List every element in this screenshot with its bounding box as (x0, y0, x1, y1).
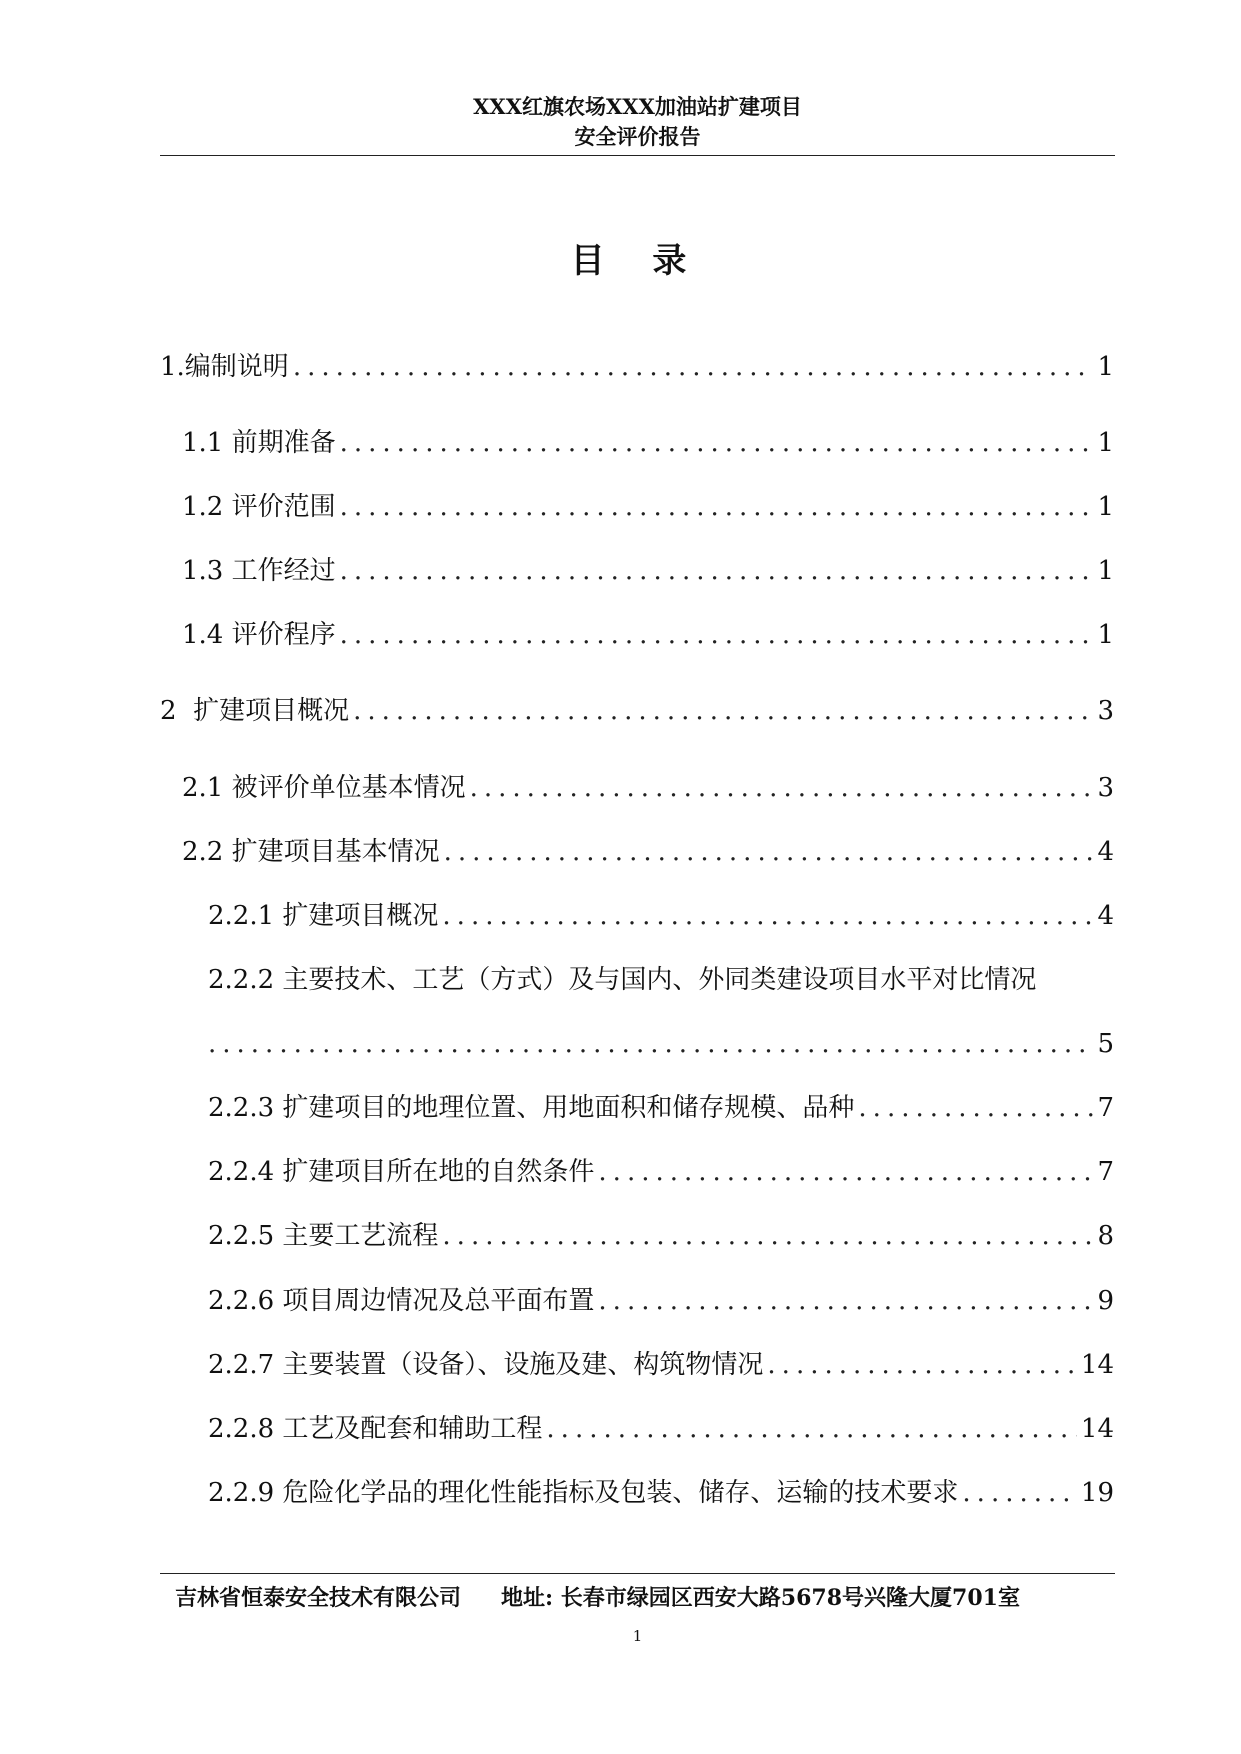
toc-entry[interactable] (208, 896, 1114, 936)
toc-entry-page: 5 (1097, 1029, 1114, 1059)
toc-entry-label: 2.2.1 扩建项目概况 (208, 901, 439, 931)
report-subtitle: 安全评价报告 (574, 124, 701, 149)
toc-entry[interactable] (208, 1345, 1114, 1385)
toc-entry[interactable] (182, 551, 1114, 591)
toc-entry-label: 2.2.7 主要装置（设备）、设施及建、构筑物情况 (208, 1350, 764, 1380)
toc-entry[interactable] (160, 347, 1114, 387)
toc-entry-label: 2.2 扩建项目基本情况 (182, 837, 440, 867)
toc-entry-page: 7 (1097, 1093, 1114, 1123)
toc-leader-dots (767, 1345, 1076, 1385)
toc-entry-page: 1 (1097, 428, 1114, 458)
toc-entry[interactable] (182, 832, 1114, 872)
toc-entry-page: 14 (1080, 1350, 1114, 1380)
footer-rule (160, 1573, 1115, 1574)
toc-entry[interactable] (208, 1473, 1114, 1513)
toc-entry-label: 2.2.3 扩建项目的地理位置、用地面积和储存规模、品种 (208, 1093, 855, 1123)
toc-entry-page: 3 (1097, 696, 1114, 726)
footer-company: 吉林省恒泰安全技术有限公司 (175, 1585, 462, 1611)
toc-entry-page: 14 (1080, 1414, 1114, 1444)
toc-entry-page: 4 (1097, 901, 1114, 931)
toc-entry-label: 1.编制说明 (160, 352, 289, 382)
toc-entry[interactable] (208, 1281, 1114, 1321)
toc-entry-label: 1.4 评价程序 (182, 620, 336, 650)
toc-entry-label: 2.1 被评价单位基本情况 (182, 773, 466, 803)
toc-entry-label: 2.2.6 项目周边情况及总平面布置 (208, 1286, 595, 1316)
toc-leader-dots (208, 1024, 1093, 1064)
toc-entry-page: 9 (1097, 1286, 1114, 1316)
toc-leader-dots (340, 551, 1094, 591)
toc-leader-dots (442, 896, 1093, 936)
toc-leader-dots (442, 1216, 1093, 1256)
toc-leader-dots (598, 1152, 1093, 1192)
toc-entry-label: 1.1 前期准备 (182, 428, 336, 458)
toc-leader-dots (962, 1473, 1076, 1513)
toc-leader-dots (340, 423, 1094, 463)
toc-entry-page: 4 (1097, 837, 1114, 867)
toc-leader-dots (340, 487, 1094, 527)
toc-entry-label: 2.2.4 扩建项目所在地的自然条件 (208, 1157, 595, 1187)
toc-entry[interactable] (160, 691, 1114, 731)
toc-entry-label: 1.3 工作经过 (182, 556, 336, 586)
toc-entry[interactable] (208, 1152, 1114, 1192)
toc-entry[interactable] (208, 1024, 1114, 1064)
toc-leader-dots (293, 347, 1094, 387)
toc-entry-label: 2.2.9 危险化学品的理化性能指标及包装、储存、运输的技术要求 (208, 1478, 959, 1508)
toc-entry-page: 8 (1097, 1221, 1114, 1251)
toc-entry-page: 1 (1097, 352, 1114, 382)
toc-entry-page: 7 (1097, 1157, 1114, 1187)
toc-leader-dots (353, 691, 1093, 731)
footer-address: 地址: 长春市绿园区西安大路5678号兴隆大厦701室 (501, 1585, 1020, 1611)
report-project-title: XXX红旗农场XXX加油站扩建项目 (473, 94, 802, 119)
toc-leader-dots (470, 768, 1094, 808)
page-number: 1 (632, 1627, 643, 1645)
toc-entry[interactable] (208, 1216, 1114, 1256)
page-footer (175, 1582, 1115, 1614)
toc-entry-label: 2.2.5 主要工艺流程 (208, 1221, 439, 1251)
toc-entry-label: 2 扩建项目概况 (160, 696, 350, 726)
toc-entry-label: 1.2 评价范围 (182, 492, 336, 522)
toc-entry-page: 19 (1080, 1478, 1114, 1508)
toc-entry-page: 1 (1097, 620, 1114, 650)
toc-leader-dots (444, 832, 1094, 872)
page-header (160, 92, 1115, 152)
toc-entry[interactable] (182, 768, 1114, 808)
toc-entry-label: 2.2.8 工艺及配套和辅助工程 (208, 1414, 543, 1444)
toc-title: 目 录 (570, 241, 705, 281)
toc-entry[interactable] (182, 423, 1114, 463)
toc-entry-page: 1 (1097, 556, 1114, 586)
toc-entry-long-label[interactable]: 2.2.2 主要技术、工艺（方式）及与国内、外同类建设项目水平对比情况 (208, 965, 1037, 995)
header-rule (160, 155, 1115, 156)
toc-entry[interactable] (208, 1409, 1114, 1449)
toc-entry[interactable] (182, 615, 1114, 655)
toc-entry-page: 1 (1097, 492, 1114, 522)
toc-entry[interactable] (182, 487, 1114, 527)
toc-leader-dots (546, 1409, 1076, 1449)
toc-leader-dots (858, 1088, 1093, 1128)
toc-entry-page: 3 (1097, 773, 1114, 803)
toc-leader-dots (598, 1281, 1093, 1321)
toc-entry[interactable] (208, 1088, 1114, 1128)
toc-leader-dots (340, 615, 1094, 655)
